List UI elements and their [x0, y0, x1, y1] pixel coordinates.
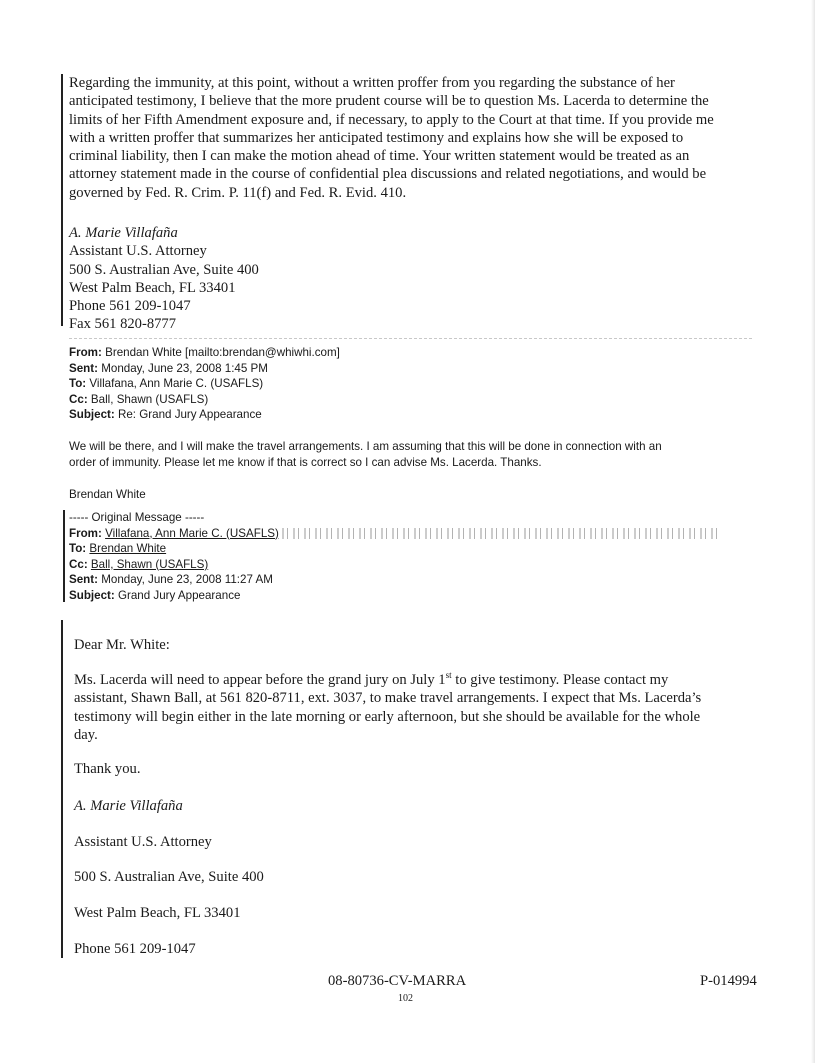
paragraph-line: Regarding the immunity, at this point, without a written proffer from you regarding the substance of her [69, 75, 675, 91]
reply-line: We will be there, and I will make the travel arrangements. I am assuming that this will be done in connection with an [69, 440, 662, 453]
reply-header [69, 345, 340, 423]
cc-label: Cc: [69, 392, 88, 406]
original-message-header [69, 510, 769, 604]
thanks: Thank you. [74, 761, 141, 777]
paragraph-line: attorney statement made in the course of confidential plea discussions and related negotiations, and would be [69, 166, 707, 183]
signature-line: 500 S. Australian Ave, Suite 400 [69, 261, 259, 278]
signature-line: Assistant U.S. Attorney [69, 243, 207, 260]
original-message-divider: ----- Original Message ----- [69, 511, 205, 524]
cc-value: Ball, Shawn (USAFLS) [90, 392, 209, 406]
signature-title: Assistant U.S. Attorney [74, 834, 212, 850]
to-link[interactable]: Brendan White [89, 542, 167, 556]
separator-line [69, 338, 753, 339]
paragraph-line: anticipated testimony, I believe that the more prudent course will be to question Ms. Lacerda to determine the [69, 93, 709, 110]
sent-value: Monday, June 23, 2008 1:45 PM [101, 361, 268, 375]
signature-city: West Palm Beach, FL 33401 [74, 905, 241, 921]
subject-value: Re: Grand Jury Appearance [117, 408, 262, 422]
reply-signoff: Brendan White [69, 488, 146, 501]
to-label: To: [69, 377, 87, 391]
subject-value: Grand Jury Appearance [117, 588, 241, 602]
sent-label: Sent: [69, 573, 98, 587]
page-number: 102 [398, 993, 413, 1004]
to-label: To: [69, 542, 87, 556]
signature-line: West Palm Beach, FL 33401 [69, 279, 236, 296]
signature-block-top [69, 224, 259, 334]
reply-body [69, 439, 662, 470]
paragraph-line: day. [74, 726, 98, 743]
sent-label: Sent: [69, 361, 98, 375]
to-value: Villafana, Ann Marie C. (USAFLS) [89, 377, 264, 391]
paragraph-line-end: to give testimony. Please contact my [451, 672, 669, 688]
paragraph-line: assistant, Shawn Ball, at 561 820-8711, ext. 3037, to make travel arrangements. I expect that Ms. Lacerda’s [74, 690, 702, 707]
paragraph-line-start: Ms. Lacerda will need to appear before the grand jury on July 1 [74, 672, 446, 688]
quote-bar-original-body [61, 620, 63, 958]
case-number: 08-80736-CV-MARRA [328, 973, 467, 989]
original-paragraph [74, 671, 774, 744]
signature-line: Fax 561 820-8777 [69, 316, 177, 333]
from-value: Brendan White [mailto:brendan@whiwhi.com] [105, 346, 340, 359]
subject-label: Subject: [69, 408, 115, 422]
scan-noise [282, 528, 722, 539]
date-superscript: st [445, 670, 452, 680]
signature-phone: Phone 561 209-1047 [74, 941, 196, 957]
quote-bar-original-header [63, 510, 65, 602]
signature-name: A. Marie Villafaña [74, 798, 183, 814]
cc-label: Cc: [69, 557, 88, 571]
paragraph-line: with a written proffer that summarizes her anticipated testimony and explains how she will be exposed to [69, 129, 684, 146]
paragraph-line: limits of her Fifth Amendment exposure and, if necessary, to apply to the Court at that time. If you provide me [69, 111, 714, 128]
cc-link[interactable]: Ball, Shawn (USAFLS) [90, 557, 209, 571]
from-label: From: [69, 346, 102, 359]
subject-label: Subject: [69, 588, 115, 602]
signature-name: A. Marie Villafaña [69, 225, 178, 241]
from-label: From: [69, 526, 102, 540]
immunity-paragraph [69, 74, 789, 202]
bates-number: P-014994 [700, 973, 757, 989]
from-link[interactable]: Villafana, Ann Marie C. (USAFLS) [105, 526, 279, 540]
signature-line: Phone 561 209-1047 [69, 298, 191, 315]
paragraph-line: testimony will begin either in the late morning or early afternoon, but she should be available for the whole [74, 708, 701, 725]
reply-line: order of immunity. Please let me know if that is correct so I can advise Ms. Lacerda. Thanks. [69, 455, 542, 469]
quote-bar-top [61, 74, 63, 326]
signature-address: 500 S. Australian Ave, Suite 400 [74, 869, 264, 885]
scan-edge-shadow [811, 0, 815, 1063]
paragraph-line: criminal liability, then I can make the motion ahead of time. Your written statement would be treated as an [69, 148, 690, 165]
paragraph-line: governed by Fed. R. Crim. P. 11(f) and Fed. R. Evid. 410. [69, 184, 407, 201]
sent-value: Monday, June 23, 2008 11:27 AM [101, 573, 273, 587]
greeting: Dear Mr. White: [74, 637, 170, 653]
